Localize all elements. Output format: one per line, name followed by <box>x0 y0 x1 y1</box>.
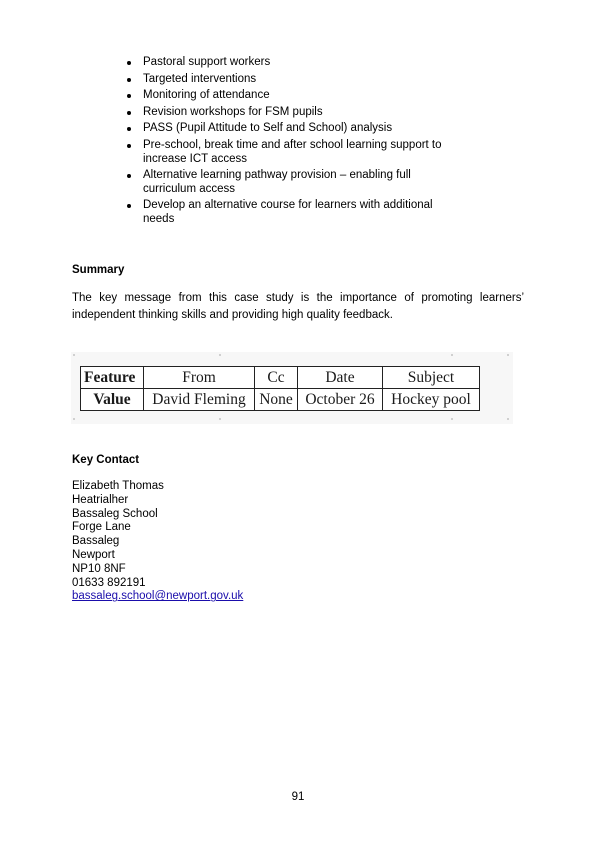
corner-mark <box>219 354 221 356</box>
key-contact-heading: Key Contact <box>72 454 140 466</box>
corner-mark <box>219 418 221 420</box>
contact-block <box>72 480 243 604</box>
table-cell: From <box>144 367 255 389</box>
corner-mark <box>507 418 509 420</box>
list-item: Pre-school, break time and after school learning support to increase ICT access <box>124 139 464 166</box>
table-image <box>71 352 513 424</box>
metadata-table <box>80 366 480 411</box>
contact-line: Forge Lane <box>72 521 131 534</box>
bullet-icon <box>127 204 131 208</box>
table-cell: Feature <box>81 367 144 389</box>
table-cell: Value <box>81 389 144 411</box>
page-number: 91 <box>291 791 305 803</box>
table-cell: October 26 <box>298 389 383 411</box>
summary-text: The key message from this case study is the importance of promoting learners’ independent thinking skills and providing high quality feedback. <box>72 292 524 321</box>
corner-mark <box>451 354 453 356</box>
list-item: Monitoring of attendance <box>124 89 464 103</box>
list-item: Pastoral support workers <box>124 56 464 70</box>
bullet-icon <box>127 78 131 82</box>
bullet-list <box>124 56 464 230</box>
bullet-icon <box>127 111 131 115</box>
contact-line: Bassaleg School <box>72 507 158 520</box>
table-cell: Cc <box>255 367 298 389</box>
contact-line: Elizabeth Thomas <box>72 480 164 492</box>
corner-mark <box>73 354 75 356</box>
email-link[interactable]: bassaleg.school@newport.gov.uk <box>72 590 244 603</box>
corner-mark <box>451 418 453 420</box>
contact-line: Bassaleg <box>72 535 120 548</box>
contact-line: Heatrialher <box>72 493 129 506</box>
list-item: Revision workshops for FSM pupils <box>124 106 464 120</box>
table-cell: Subject <box>383 367 480 389</box>
table-row <box>81 389 480 411</box>
list-item: Targeted interventions <box>124 73 464 87</box>
bullet-icon <box>127 144 131 148</box>
contact-line: NP10 8NF <box>72 562 126 575</box>
table-cell: None <box>255 389 298 411</box>
bullet-icon <box>127 174 131 178</box>
table-cell: Hockey pool <box>383 389 480 411</box>
table-cell: Date <box>298 367 383 389</box>
contact-line: Newport <box>72 548 115 561</box>
contact-line: 01633 892191 <box>72 576 146 589</box>
bullet-icon <box>127 127 131 131</box>
corner-mark <box>507 354 509 356</box>
table-row <box>81 367 480 389</box>
list-item: Develop an alternative course for learners with additional needs <box>124 199 464 226</box>
bullet-icon <box>127 94 131 98</box>
table-cell: David Fleming <box>144 389 255 411</box>
list-item: PASS (Pupil Attitude to Self and School) analysis <box>124 122 464 136</box>
bullet-icon <box>127 61 131 65</box>
corner-mark <box>73 418 75 420</box>
list-item: Alternative learning pathway provision – enabling full curriculum access <box>124 169 464 196</box>
summary-heading: Summary <box>72 264 125 276</box>
